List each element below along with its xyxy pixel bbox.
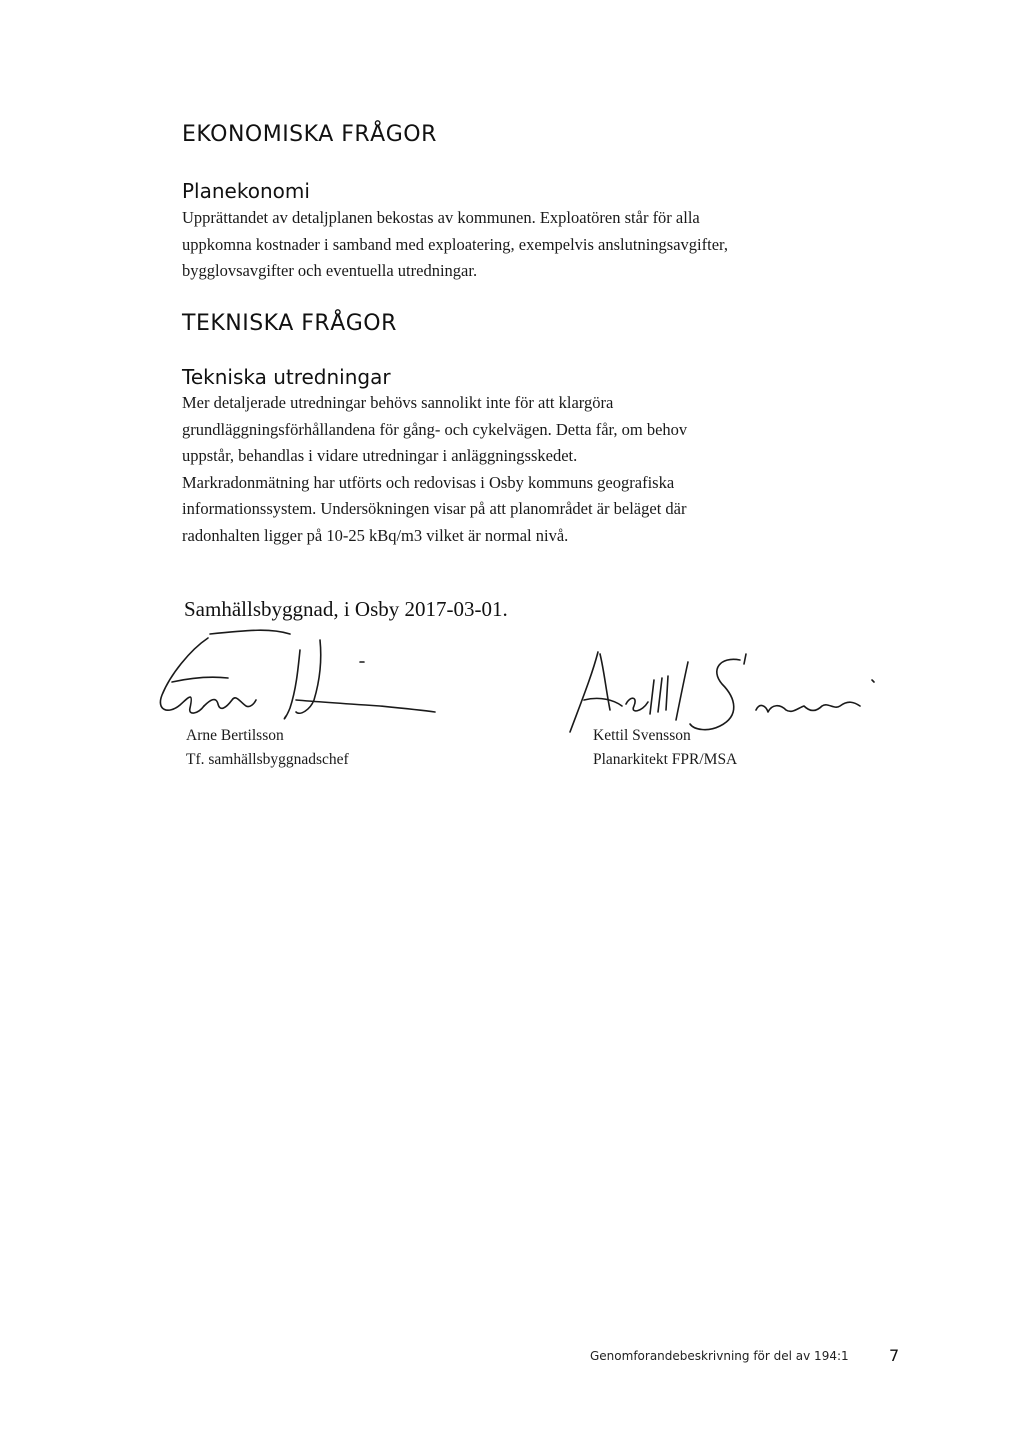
section-heading-technical: TEKNISKA FRÅGOR <box>182 311 397 336</box>
text-line: Markradonmätning har utförts och redovisas i Osby kommuns geografiska <box>182 472 675 492</box>
text-line: bygglovsavgifter och eventuella utredningar. <box>182 261 478 280</box>
text-line: Upprättandet av detaljplanen bekostas av kommunen. Exploatören står för alla <box>182 208 700 227</box>
text-line: radonhalten ligger på 10-25 kBq/m3 vilket är normal nivå. <box>182 525 569 545</box>
text-line: uppkomna kostnader i samband med exploatering, exempelvis anslutningsavgifter, <box>182 234 728 254</box>
signatory-2 <box>593 724 737 772</box>
signing-dateline: Samhällsbyggnad, i Osby 2017-03-01. <box>184 597 508 621</box>
subheading-plan-economy: Planekonomi <box>182 179 310 203</box>
page-number: 7 <box>889 1346 900 1365</box>
section-heading-economics: EKONOMISKA FRÅGOR <box>182 122 437 147</box>
footer-document-title: Genomforandebeskrivning för del av 194:1 <box>590 1349 849 1363</box>
signatory-title: Tf. samhällsbyggnadschef <box>186 751 349 768</box>
paragraph-technical-investigations <box>182 390 822 549</box>
signatory-name: Kettil Svensson <box>593 727 691 744</box>
subheading-technical-investigations: Tekniska utredningar <box>182 365 391 389</box>
text-line: grundläggningsförhållandena för gång- och cykelvägen. Detta får, om behov <box>182 419 688 439</box>
paragraph-plan-economy <box>182 205 822 285</box>
text-line: uppstår, behandlas i vidare utredningar i anläggningsskedet. <box>182 446 578 465</box>
text-line: Mer detaljerade utredningar behövs sannolikt inte för att klargöra <box>182 393 614 412</box>
signatory-title: Planarkitekt FPR/MSA <box>593 751 738 768</box>
signatory-name: Arne Bertilsson <box>186 727 284 744</box>
signature-arne-bertilsson <box>150 620 450 740</box>
signatory-1 <box>186 724 349 772</box>
text-line: informationssystem. Undersökningen visar på att planområdet är beläget där <box>182 499 687 518</box>
